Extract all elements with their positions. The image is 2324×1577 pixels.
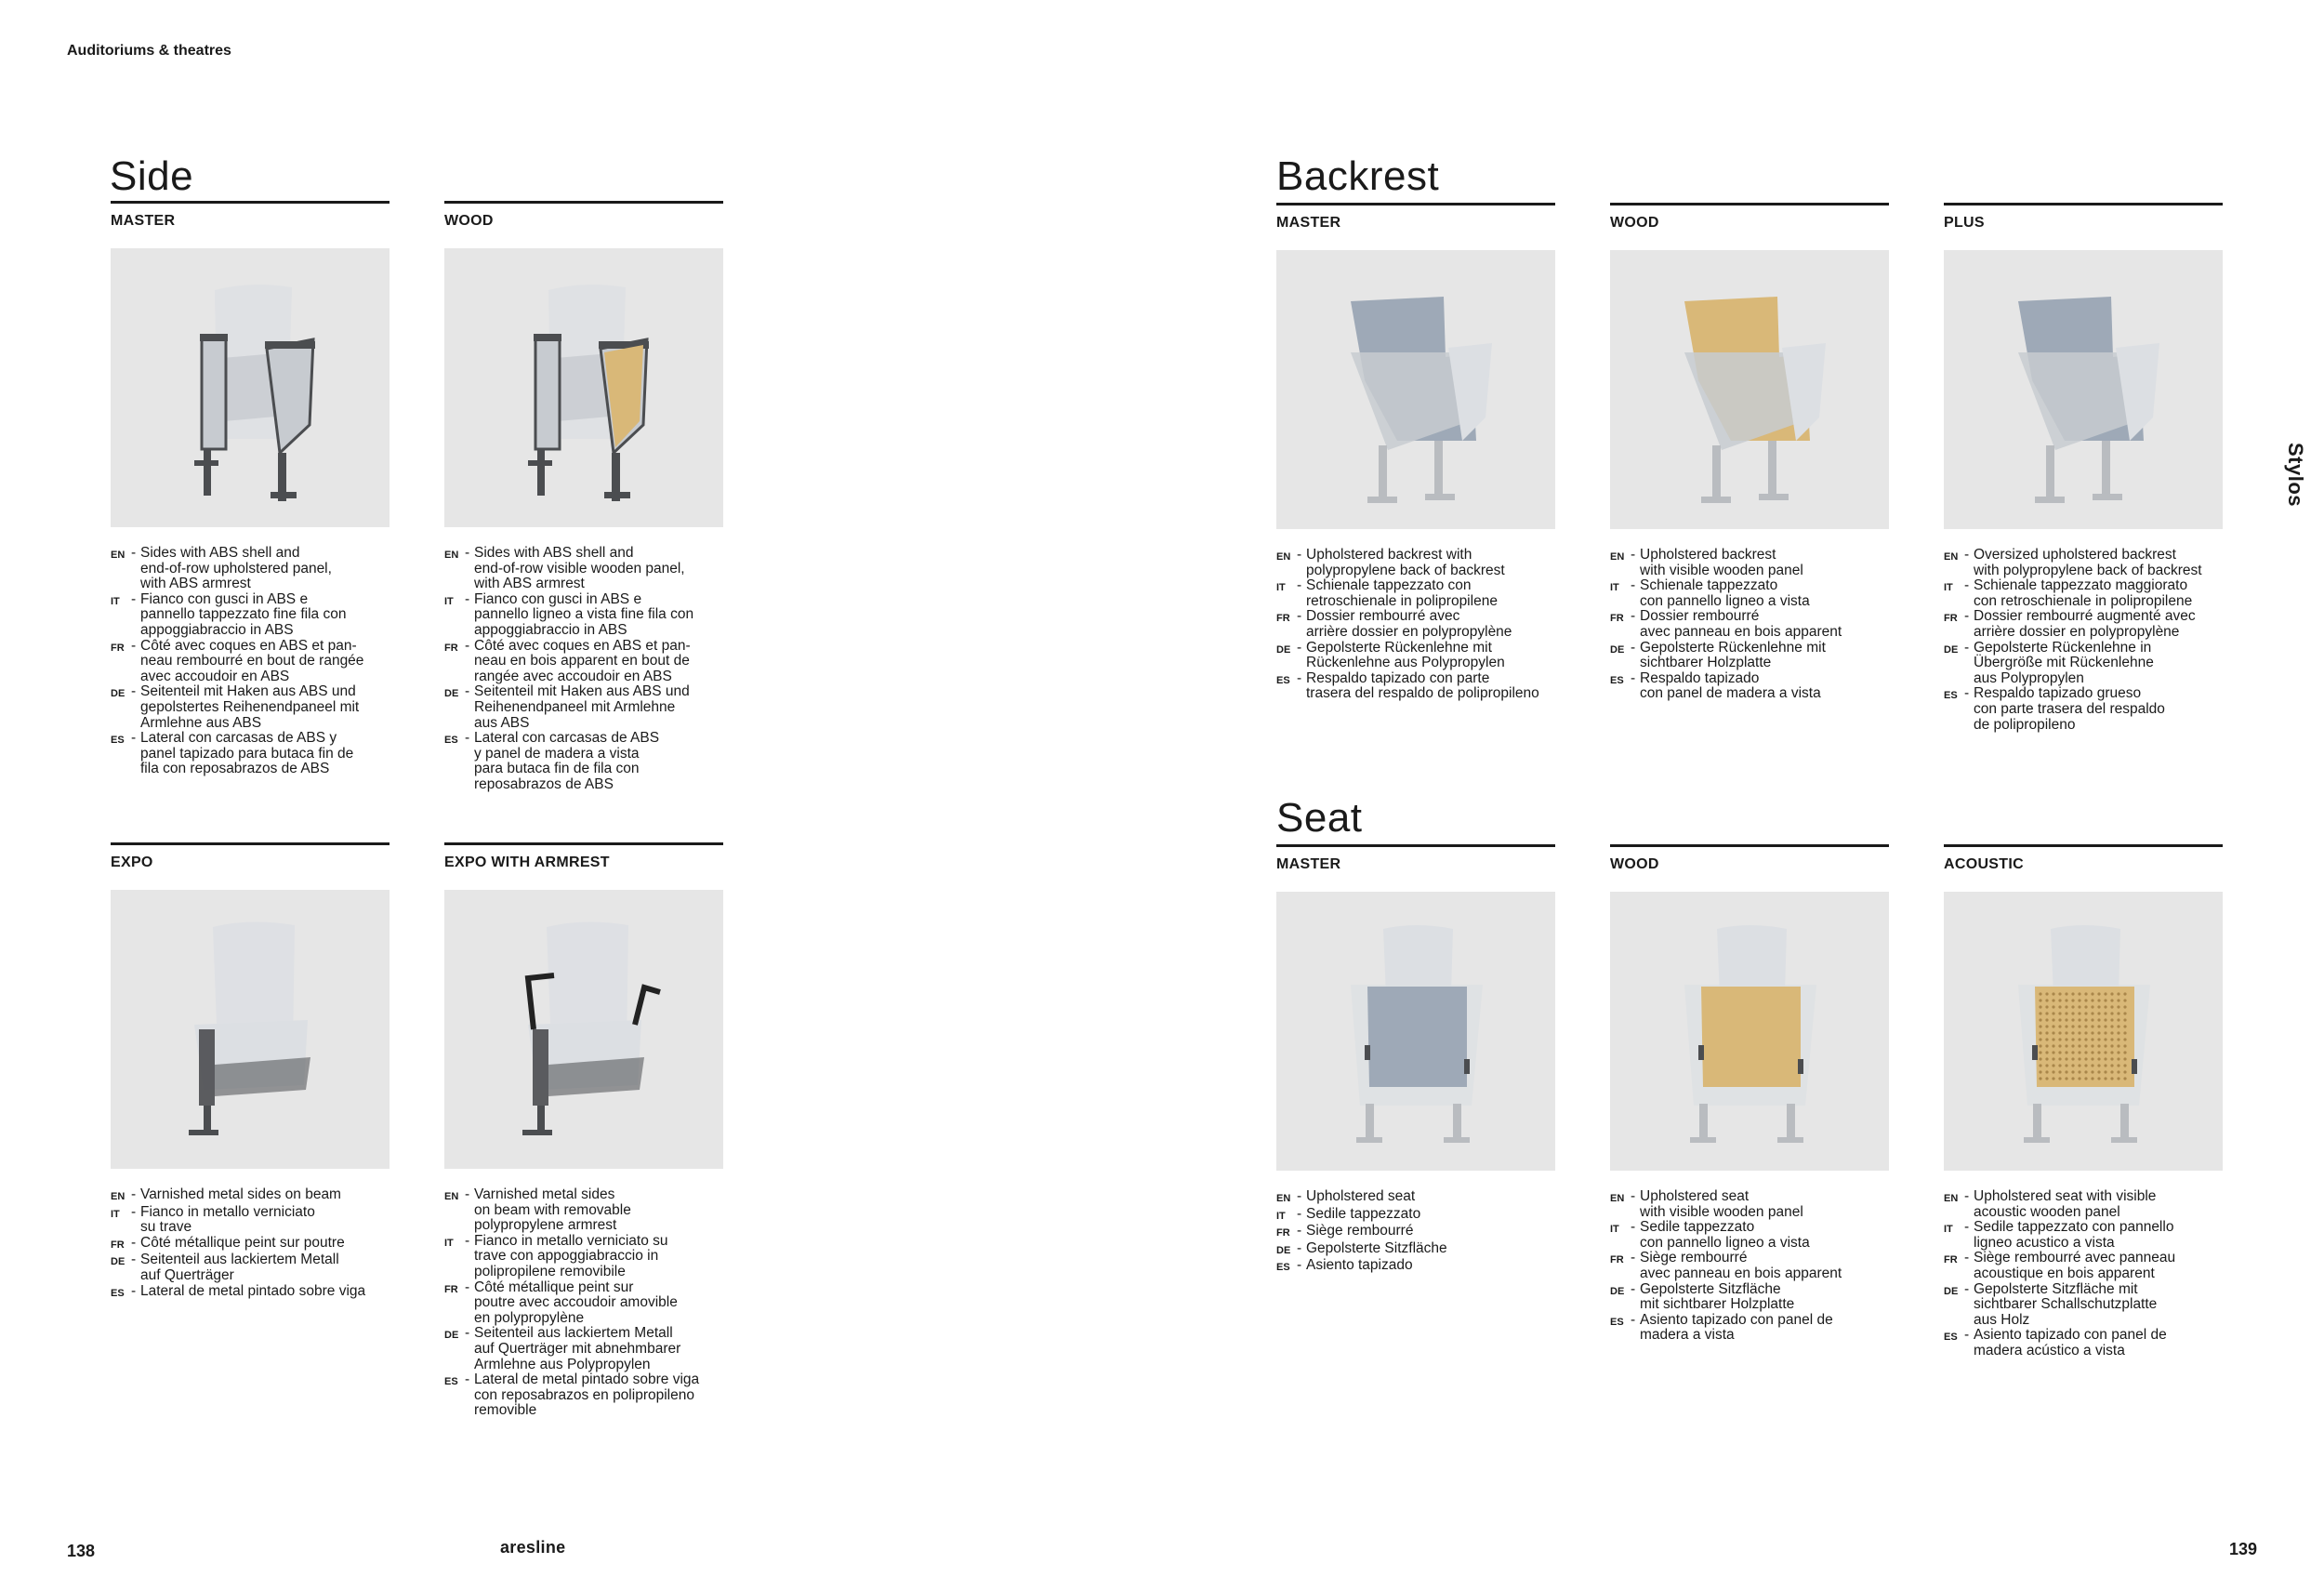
language-code: FR — [1944, 613, 1958, 625]
variant-label: MASTER — [111, 213, 176, 229]
description-line-it — [1944, 1220, 2223, 1251]
section-rule — [444, 842, 723, 845]
language-code: DE — [1610, 1285, 1625, 1297]
side-tab-label: Stylos — [2284, 443, 2307, 508]
language-code: FR — [1610, 613, 1624, 625]
description-text: Fianco con gusci in ABS e pannello ligneo a vista fine fila con appoggiabraccio in ABS — [474, 590, 694, 638]
variant-description — [1276, 1189, 1555, 1276]
section-rule — [1944, 203, 2223, 205]
description-line-fr — [444, 639, 723, 685]
language-code: EN — [1944, 551, 1959, 563]
description-text: Upholstered seat with visible acoustic wooden panel — [1974, 1188, 2157, 1220]
variant-side-master — [111, 201, 390, 777]
language-code: IT — [111, 1208, 120, 1220]
brand-logo: aresline — [500, 1538, 566, 1557]
product-photo — [1610, 892, 1889, 1171]
description-text: Côté avec coques en ABS et pan- neau en bois apparent en bout de rangée avec accoudoir en ABS — [474, 637, 691, 684]
language-code: IT — [1610, 582, 1619, 594]
description-line-es — [444, 731, 723, 792]
section-rule — [1276, 203, 1555, 205]
variant-label: ACOUSTIC — [1944, 856, 2024, 872]
description-line-en — [1944, 1189, 2223, 1220]
language-code: ES — [1610, 674, 1624, 686]
description-line-de — [1944, 641, 2223, 687]
description-text: Siège rembourré — [1306, 1223, 1414, 1239]
language-separator: - — [1297, 577, 1302, 594]
page-number-left: 138 — [67, 1542, 96, 1560]
language-code: IT — [1276, 582, 1286, 594]
description-text: Côté avec coques en ABS et pan- neau rembourré en bout de rangée avec accoudoir en ABS — [140, 637, 364, 684]
language-separator: - — [1631, 1219, 1636, 1236]
language-separator: - — [1297, 639, 1302, 656]
product-photo — [1276, 892, 1555, 1171]
variant-backrest-wood — [1610, 203, 1889, 702]
variant-description — [444, 546, 723, 793]
description-text: Gepolsterte Sitzfläche — [1306, 1239, 1447, 1256]
variant-side-expo — [111, 842, 390, 1301]
section-title-backrest: Backrest — [1276, 153, 1440, 199]
variant-description — [1944, 548, 2223, 733]
description-line-fr — [444, 1280, 723, 1327]
description-line-en — [444, 546, 723, 592]
language-code: ES — [1276, 674, 1290, 686]
language-code: DE — [444, 1330, 459, 1342]
product-photo — [1944, 250, 2223, 529]
description-text: Sedile tappezzato — [1306, 1205, 1421, 1222]
description-text: Respaldo tapizado grueso con parte trasera del respaldo de polipropileno — [1974, 685, 2165, 733]
variant-seat-acoustic — [1944, 844, 2223, 1359]
description-text: Asiento tapizado — [1306, 1257, 1413, 1274]
description-line-de — [1944, 1282, 2223, 1329]
language-code: IT — [1944, 1224, 1953, 1236]
description-text: Schienale tappezzato con pannello ligneo a vista — [1640, 577, 1810, 609]
description-text: Seitenteil mit Haken aus ABS und Reihenendpaneel mit Armlehne aus ABS — [474, 683, 690, 731]
chair-illustration — [1944, 250, 2223, 529]
language-separator: - — [131, 545, 137, 561]
variant-seat-master — [1276, 844, 1555, 1276]
description-text: Gepolsterte Rückenlehne in Übergröße mit Rückenlehne aus Polypropylen — [1974, 639, 2154, 686]
description-line-es — [1944, 1328, 2223, 1358]
language-separator: - — [1631, 1250, 1636, 1266]
variant-description — [1610, 1189, 1889, 1344]
language-code: ES — [111, 1287, 125, 1299]
language-separator: - — [131, 1203, 137, 1220]
section-rule — [1944, 844, 2223, 847]
chair-illustration — [1944, 892, 2223, 1171]
description-line-it — [1276, 1207, 1555, 1225]
language-separator: - — [1964, 1327, 1970, 1344]
language-separator: - — [131, 637, 137, 654]
description-line-de — [1276, 1241, 1555, 1259]
description-line-it — [444, 1234, 723, 1280]
description-line-en — [444, 1187, 723, 1234]
description-line-fr — [111, 1236, 390, 1253]
language-code: FR — [111, 642, 125, 654]
variant-side-expo-armrest — [444, 842, 723, 1419]
language-separator: - — [465, 730, 470, 747]
chair-illustration — [1276, 892, 1555, 1171]
chair-illustration — [111, 890, 390, 1169]
description-text: Lateral con carcasas de ABS y panel tapizado para butaca fin de fila con reposabrazos de ABS — [140, 730, 354, 777]
language-code: ES — [1610, 1316, 1624, 1328]
description-line-it — [111, 592, 390, 639]
language-separator: - — [1297, 547, 1302, 563]
language-separator: - — [131, 683, 137, 700]
section-title-seat: Seat — [1276, 795, 1363, 841]
language-code: FR — [1610, 1254, 1624, 1266]
description-line-de — [111, 1252, 390, 1283]
variant-side-wood — [444, 201, 723, 793]
language-separator: - — [1297, 1239, 1302, 1256]
description-text: Gepolsterte Sitzfläche mit sichtbarer Holzplatte — [1640, 1280, 1795, 1313]
description-text: Fianco in metallo verniciato su trave — [140, 1203, 315, 1236]
description-line-it — [444, 592, 723, 639]
variant-description — [111, 546, 390, 777]
language-separator: - — [1297, 669, 1302, 686]
language-code: ES — [444, 1376, 458, 1388]
language-separator: - — [1297, 608, 1302, 625]
variant-label: PLUS — [1944, 215, 1985, 231]
language-separator: - — [1964, 1250, 1970, 1266]
language-code: FR — [1944, 1254, 1958, 1266]
description-text: Seitenteil aus lackiertem Metall auf Querträger mit abnehmbarer Armlehne aus Polypropylen — [474, 1325, 681, 1372]
description-line-en — [111, 546, 390, 592]
variant-description — [444, 1187, 723, 1419]
language-code: ES — [1944, 1332, 1958, 1344]
language-separator: - — [131, 1186, 137, 1202]
description-line-de — [444, 1326, 723, 1372]
language-code: DE — [1944, 643, 1959, 656]
description-text: Oversized upholstered backrest with polypropylene back of backrest — [1974, 547, 2202, 578]
language-separator: - — [1631, 1188, 1636, 1204]
language-separator: - — [465, 637, 470, 654]
language-code: ES — [111, 735, 125, 747]
description-line-es — [1276, 1258, 1555, 1276]
language-separator: - — [1631, 1311, 1636, 1328]
description-text: Lateral de metal pintado sobre viga — [140, 1282, 366, 1299]
variant-label: MASTER — [1276, 215, 1341, 231]
language-separator: - — [465, 1279, 470, 1295]
language-separator: - — [1964, 608, 1970, 625]
language-code: IT — [444, 595, 454, 607]
description-text: Côté métallique peint sur poutre — [140, 1234, 345, 1251]
description-line-en — [1276, 1189, 1555, 1207]
language-separator: - — [1631, 608, 1636, 625]
description-line-es — [111, 1284, 390, 1302]
chair-illustration — [1276, 250, 1555, 529]
description-text: Schienale tappezzato con retroschienale in polipropilene — [1306, 577, 1498, 609]
language-separator: - — [1631, 547, 1636, 563]
section-title-side: Side — [110, 153, 194, 199]
language-separator: - — [131, 590, 137, 607]
language-separator: - — [1297, 1223, 1302, 1239]
product-photo — [111, 890, 390, 1169]
language-code: FR — [444, 642, 458, 654]
description-text: Gepolsterte Rückenlehne mit Rückenlehne aus Polypropylen — [1306, 639, 1505, 671]
language-code: FR — [444, 1283, 458, 1295]
language-separator: - — [131, 1282, 137, 1299]
description-line-es — [111, 731, 390, 777]
description-line-it — [1944, 578, 2223, 609]
description-line-en — [111, 1187, 390, 1205]
language-separator: - — [1631, 1280, 1636, 1297]
language-separator: - — [1297, 1257, 1302, 1274]
language-separator: - — [131, 1252, 137, 1268]
variant-label: WOOD — [1610, 856, 1659, 872]
description-text: Respaldo tapizado con parte trasera del respaldo de polipropileno — [1306, 669, 1539, 702]
language-code: EN — [444, 550, 459, 561]
product-photo — [1276, 250, 1555, 529]
description-line-en — [1276, 548, 1555, 578]
page-number-right: 139 — [2228, 1540, 2257, 1558]
language-separator: - — [1964, 1188, 1970, 1204]
language-separator: - — [1631, 669, 1636, 686]
language-code: ES — [1944, 690, 1958, 702]
description-text: Fianco con gusci in ABS e pannello tappezzato fine fila con appoggiabraccio in ABS — [140, 590, 347, 638]
chair-illustration — [444, 890, 723, 1169]
language-code: DE — [1610, 643, 1625, 656]
description-line-es — [1944, 686, 2223, 733]
product-photo — [1944, 892, 2223, 1171]
language-separator: - — [465, 1232, 470, 1249]
description-text: Upholstered backrest with polypropylene back of backrest — [1306, 547, 1505, 578]
description-text: Gepolsterte Rückenlehne mit sichtbarer Holzplatte — [1640, 639, 1826, 671]
language-code: DE — [1276, 1244, 1291, 1256]
language-separator: - — [465, 545, 470, 561]
description-line-it — [1610, 578, 1889, 609]
language-code: IT — [1610, 1224, 1619, 1236]
variant-label: EXPO WITH ARMREST — [444, 855, 610, 870]
variant-label: EXPO — [111, 855, 153, 870]
description-text: Dossier rembourré avec arrière dossier en polypropylène — [1306, 608, 1512, 640]
section-rule — [111, 842, 390, 845]
description-line-es — [1276, 671, 1555, 702]
language-code: EN — [1610, 551, 1625, 563]
description-line-fr — [1944, 609, 2223, 640]
description-line-fr — [1276, 1224, 1555, 1241]
description-text: Siège rembourré avec panneau en bois apparent — [1640, 1250, 1842, 1281]
description-text: Varnished metal sides on beam — [140, 1186, 341, 1202]
language-code: EN — [1610, 1193, 1625, 1204]
description-text: Upholstered seat — [1306, 1188, 1416, 1204]
description-text: Côté métallique peint sur poutre avec accoudoir amovible en polypropylène — [474, 1279, 678, 1326]
description-text: Lateral con carcasas de ABS y panel de madera a vista para butaca fin de fila con reposabrazos de ABS — [474, 730, 660, 792]
description-text: Asiento tapizado con panel de madera acústico a vista — [1974, 1327, 2167, 1358]
description-line-fr — [1610, 1251, 1889, 1281]
language-code: IT — [1944, 582, 1953, 594]
language-code: EN — [1944, 1193, 1959, 1204]
language-code: IT — [111, 595, 120, 607]
description-text: Dossier rembourré avec panneau en bois apparent — [1640, 608, 1842, 640]
description-line-de — [1276, 641, 1555, 671]
language-code: EN — [1276, 1193, 1291, 1204]
description-text: Seitenteil mit Haken aus ABS und gepolstertes Reihenendpaneel mit Armlehne aus ABS — [140, 683, 360, 731]
variant-label: MASTER — [1276, 856, 1341, 872]
section-rule — [1276, 844, 1555, 847]
product-photo — [1610, 250, 1889, 529]
language-separator: - — [1964, 685, 1970, 702]
description-line-de — [1610, 641, 1889, 671]
description-text: Varnished metal sides on beam with removable polypropylene armrest — [474, 1186, 631, 1234]
section-header: Auditoriums & theatres — [67, 43, 231, 59]
language-code: IT — [1276, 1210, 1286, 1222]
description-line-fr — [1276, 609, 1555, 640]
chair-illustration — [111, 248, 390, 527]
language-separator: - — [131, 730, 137, 747]
language-separator: - — [465, 683, 470, 700]
language-code: DE — [111, 1256, 125, 1268]
description-line-es — [1610, 1313, 1889, 1344]
description-text: Sides with ABS shell and end-of-row upholstered panel, with ABS armrest — [140, 545, 332, 592]
language-separator: - — [131, 1234, 137, 1251]
language-code: DE — [1276, 643, 1291, 656]
language-separator: - — [465, 1325, 470, 1342]
language-separator: - — [1964, 1219, 1970, 1236]
description-line-es — [1610, 671, 1889, 702]
language-separator: - — [465, 590, 470, 607]
language-separator: - — [1297, 1188, 1302, 1204]
variant-label: WOOD — [444, 213, 494, 229]
description-text: Sedile tappezzato con pannello ligneo a vista — [1640, 1219, 1810, 1251]
description-text: Schienale tappezzato maggiorato con retroschienale in polipropilene — [1974, 577, 2193, 609]
variant-label: WOOD — [1610, 215, 1659, 231]
language-separator: - — [1964, 639, 1970, 656]
variant-description — [1610, 548, 1889, 702]
language-separator: - — [1964, 547, 1970, 563]
chair-illustration — [1610, 892, 1889, 1171]
description-line-de — [444, 684, 723, 731]
language-separator: - — [1964, 577, 1970, 594]
language-separator: - — [465, 1186, 470, 1202]
description-text: Asiento tapizado con panel de madera a vista — [1640, 1311, 1833, 1344]
description-line-en — [1610, 1189, 1889, 1220]
variant-description — [1276, 548, 1555, 702]
language-code: FR — [1276, 1227, 1290, 1239]
language-code: FR — [1276, 613, 1290, 625]
language-separator: - — [1964, 1280, 1970, 1297]
description-text: Upholstered seat with visible wooden panel — [1640, 1188, 1803, 1220]
product-photo — [444, 890, 723, 1169]
language-code: DE — [111, 688, 125, 700]
description-text: Gepolsterte Sitzfläche mit sichtbarer Schallschutzplatte aus Holz — [1974, 1280, 2158, 1328]
description-line-it — [111, 1205, 390, 1236]
chair-illustration — [1610, 250, 1889, 529]
description-line-es — [444, 1372, 723, 1419]
section-rule — [1610, 203, 1889, 205]
section-rule — [444, 201, 723, 204]
language-separator: - — [1631, 639, 1636, 656]
language-code: IT — [444, 1237, 454, 1249]
chair-illustration — [444, 248, 723, 527]
language-code: ES — [1276, 1262, 1290, 1274]
language-code: EN — [111, 1191, 125, 1202]
product-photo — [111, 248, 390, 527]
description-line-de — [111, 684, 390, 731]
product-photo — [444, 248, 723, 527]
language-separator: - — [1631, 577, 1636, 594]
variant-backrest-plus — [1944, 203, 2223, 733]
section-rule — [1610, 844, 1889, 847]
description-line-it — [1610, 1220, 1889, 1251]
language-code: ES — [444, 735, 458, 747]
description-line-fr — [1944, 1251, 2223, 1281]
description-text: Sedile tappezzato con pannello ligneo acustico a vista — [1974, 1219, 2174, 1251]
description-text: Upholstered backrest with visible wooden panel — [1640, 547, 1803, 578]
description-line-en — [1944, 548, 2223, 578]
description-text: Sides with ABS shell and end-of-row visible wooden panel, with ABS armrest — [474, 545, 685, 592]
description-text: Lateral de metal pintado sobre viga con reposabrazos en polipropileno removible — [474, 1372, 700, 1419]
section-rule — [111, 201, 390, 204]
description-line-en — [1610, 548, 1889, 578]
description-line-fr — [111, 639, 390, 685]
description-text: Siège rembourré avec panneau acoustique en bois apparent — [1974, 1250, 2176, 1281]
description-text: Respaldo tapizado con panel de madera a vista — [1640, 669, 1821, 702]
variant-description — [111, 1187, 390, 1301]
language-code: DE — [1944, 1285, 1959, 1297]
variant-backrest-master — [1276, 203, 1555, 702]
description-text: Fianco in metallo verniciato su trave con appoggiabraccio in polipropilene removibile — [474, 1232, 668, 1279]
variant-description — [1944, 1189, 2223, 1359]
description-text: Seitenteil aus lackiertem Metall auf Querträger — [140, 1252, 339, 1283]
description-text: Dossier rembourré augmenté avec arrière dossier en polypropylène — [1974, 608, 2196, 640]
language-code: FR — [111, 1239, 125, 1251]
description-line-de — [1610, 1282, 1889, 1313]
description-line-it — [1276, 578, 1555, 609]
language-separator: - — [465, 1372, 470, 1388]
language-code: EN — [1276, 551, 1291, 563]
language-code: EN — [111, 550, 125, 561]
language-separator: - — [1297, 1205, 1302, 1222]
language-code: EN — [444, 1191, 459, 1202]
variant-seat-wood — [1610, 844, 1889, 1344]
description-line-fr — [1610, 609, 1889, 640]
language-code: DE — [444, 688, 459, 700]
